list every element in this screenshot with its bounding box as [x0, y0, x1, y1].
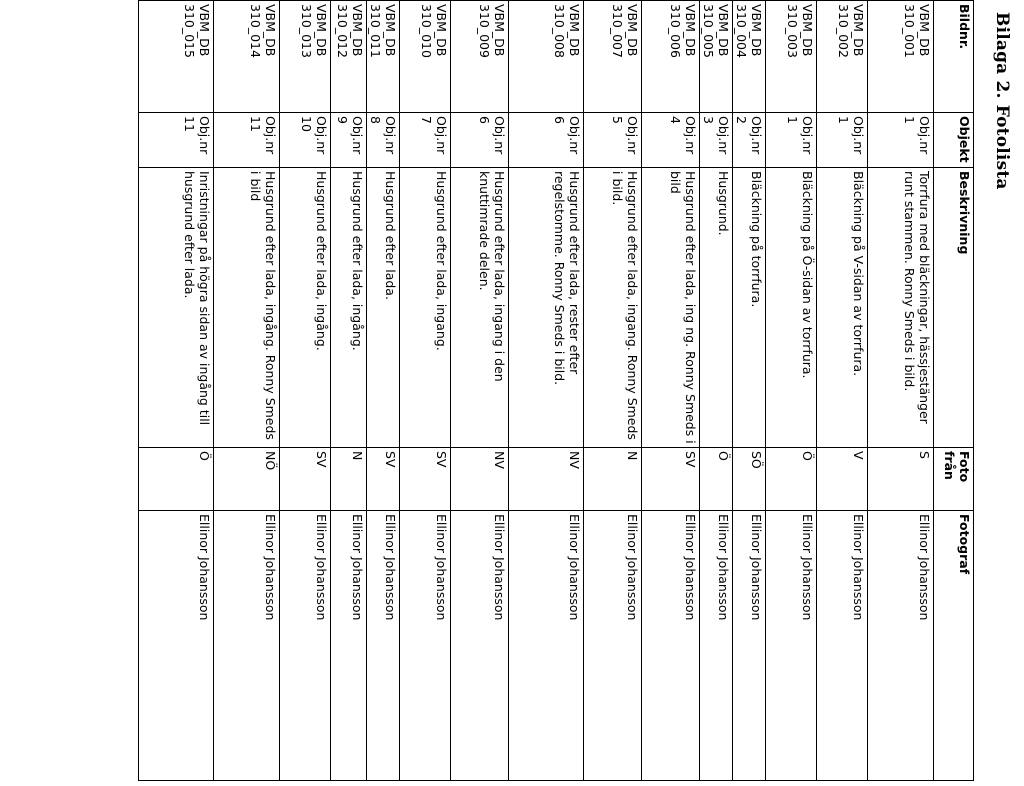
- cell-bildnr: VBM_DB 310_002: [817, 1, 868, 113]
- cell-beskrivning: Husgrund efter lada.: [367, 168, 400, 448]
- cell-foto-fran: NÖ: [214, 448, 280, 511]
- cell-objekt: Obj.nr 4: [642, 113, 700, 168]
- cell-bildnr: VBM_DB 310_003: [766, 1, 817, 113]
- cell-bildnr: VBM_DB 310_013: [280, 1, 331, 113]
- table-row: [280, 1, 331, 781]
- cell-beskrivning: Husgrund efter lada, ingang.: [400, 168, 451, 448]
- table-row: [331, 1, 367, 781]
- cell-objekt: Obj.nr 1: [766, 113, 817, 168]
- cell-foto-fran: N: [331, 448, 367, 511]
- cell-bildnr: VBM_DB 310_007: [584, 1, 642, 113]
- header-bildnr: Bildnr.: [934, 1, 974, 113]
- cell-bildnr: VBM_DB 310_011: [367, 1, 400, 113]
- table-row: [584, 1, 642, 781]
- cell-foto-fran: N: [584, 448, 642, 511]
- table-row: [451, 1, 509, 781]
- table-row: [766, 1, 817, 781]
- table-row: [214, 1, 280, 781]
- cell-beskrivning: Husgrund efter lada, ingang. Ronny Smeds i bild.: [584, 168, 642, 448]
- cell-bildnr: VBM_DB 310_006: [642, 1, 700, 113]
- table-row: [733, 1, 766, 781]
- cell-bildnr: VBM_DB 310_001: [868, 1, 934, 113]
- cell-beskrivning: Husgrund efter lada, rester efter regelstomme. Ronny Smeds i bild.: [509, 168, 584, 448]
- cell-foto-fran: SÖ: [733, 448, 766, 511]
- table-row: [817, 1, 868, 781]
- cell-fotograf: Ellinor Johansson: [509, 511, 584, 781]
- cell-beskrivning: Torrfura med bläckningar, hässjestänger runt stammen. Ronny Smeds i bild.: [868, 168, 934, 448]
- cell-bildnr: VBM_DB 310_015: [139, 1, 214, 113]
- cell-fotograf: Ellinor Johansson: [584, 511, 642, 781]
- cell-beskrivning: Bläckning på V-sidan av torrfura.: [817, 168, 868, 448]
- cell-beskrivning: Husgrund efter lada, ing ng. Ronny Smeds i bild: [642, 168, 700, 448]
- cell-fotograf: Ellinor Johansson: [280, 511, 331, 781]
- cell-bildnr: VBM_DB 310_009: [451, 1, 509, 113]
- cell-beskrivning: Husgrund efter lada, ingång. Ronny Smeds i bild: [214, 168, 280, 448]
- cell-beskrivning: Husgrund.: [700, 168, 733, 448]
- cell-beskrivning: Husgrund efter lada, ingång.: [331, 168, 367, 448]
- cell-fotograf: Ellinor Johansson: [214, 511, 280, 781]
- cell-fotograf: Ellinor Johansson: [139, 511, 214, 781]
- cell-fotograf: Ellinor Johansson: [766, 511, 817, 781]
- cell-foto-fran: SV: [280, 448, 331, 511]
- cell-fotograf: Ellinor Johansson: [817, 511, 868, 781]
- cell-foto-fran: NV: [509, 448, 584, 511]
- cell-bildnr: VBM_DB 310_014: [214, 1, 280, 113]
- cell-objekt: Obj.nr 5: [584, 113, 642, 168]
- cell-foto-fran: Ö: [766, 448, 817, 511]
- cell-fotograf: Ellinor Johansson: [451, 511, 509, 781]
- cell-beskrivning: Bläckning på torrfura.: [733, 168, 766, 448]
- document-title: Bilaga 2. Fotolista: [992, 12, 1012, 190]
- cell-bildnr: VBM_DB 310_012: [331, 1, 367, 113]
- table-row: [400, 1, 451, 781]
- cell-objekt: Obj.nr 11: [214, 113, 280, 168]
- cell-objekt: Obj.nr 11: [139, 113, 214, 168]
- cell-objekt: Obj.nr 1: [868, 113, 934, 168]
- cell-objekt: Obj.nr 2: [733, 113, 766, 168]
- table-row: [700, 1, 733, 781]
- cell-fotograf: Ellinor Johansson: [868, 511, 934, 781]
- table-row: [642, 1, 700, 781]
- cell-bildnr: VBM_DB 310_008: [509, 1, 584, 113]
- cell-foto-fran: NV: [451, 448, 509, 511]
- cell-objekt: Obj.nr 7: [400, 113, 451, 168]
- cell-beskrivning: Husgrund efter lada, ingång.: [280, 168, 331, 448]
- table-header-row: [934, 1, 974, 781]
- header-fotograf: Fotograf: [934, 511, 974, 781]
- cell-beskrivning: Husgrund efter lada, ingang i den knuttimrade delen.: [451, 168, 509, 448]
- cell-bildnr: VBM_DB 310_005: [700, 1, 733, 113]
- cell-fotograf: Ellinor Johansson: [331, 511, 367, 781]
- table-row: [367, 1, 400, 781]
- header-objekt: Objekt: [934, 113, 974, 168]
- cell-fotograf: Ellinor Johansson: [733, 511, 766, 781]
- cell-foto-fran: V: [817, 448, 868, 511]
- cell-objekt: Obj.nr 10: [280, 113, 331, 168]
- table-row: [868, 1, 934, 781]
- cell-foto-fran: SV: [367, 448, 400, 511]
- header-foto-fran: Foto från: [934, 448, 974, 511]
- table-row: [509, 1, 584, 781]
- cell-beskrivning: Bläckning på Ö-sidan av torrfura.: [766, 168, 817, 448]
- cell-objekt: Obj.nr 1: [817, 113, 868, 168]
- cell-foto-fran: SV: [400, 448, 451, 511]
- cell-fotograf: Ellinor Johansson: [642, 511, 700, 781]
- cell-bildnr: VBM_DB 310_010: [400, 1, 451, 113]
- cell-objekt: Obj.nr 3: [700, 113, 733, 168]
- cell-fotograf: Ellinor Johansson: [700, 511, 733, 781]
- cell-foto-fran: S: [868, 448, 934, 511]
- cell-foto-fran: Ö: [139, 448, 214, 511]
- table-row: [139, 1, 214, 781]
- photo-list-table: [138, 0, 974, 781]
- header-beskrivning: Beskrivning: [934, 168, 974, 448]
- cell-beskrivning: Inristningar på högra sidan av ingång till husgrund efter lada.: [139, 168, 214, 448]
- cell-foto-fran: SV: [642, 448, 700, 511]
- cell-fotograf: Ellinor Johansson: [400, 511, 451, 781]
- cell-bildnr: VBM_DB 310_004: [733, 1, 766, 113]
- cell-objekt: Obj.nr 6: [451, 113, 509, 168]
- cell-objekt: Obj.nr 8: [367, 113, 400, 168]
- cell-objekt: Obj.nr 9: [331, 113, 367, 168]
- cell-foto-fran: Ö: [700, 448, 733, 511]
- cell-objekt: Obj.nr 6: [509, 113, 584, 168]
- cell-fotograf: Ellinor Johansson: [367, 511, 400, 781]
